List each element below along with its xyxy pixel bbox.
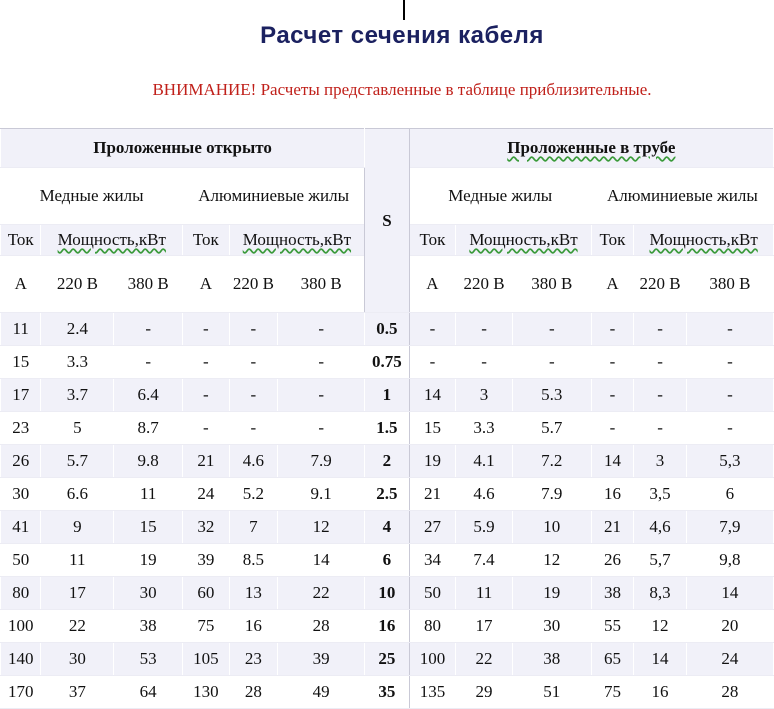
cell-power380-open-aluminum: 9.1: [278, 478, 365, 511]
table-row: [1, 511, 774, 544]
cell-current-pipe-aluminum: -: [591, 412, 633, 445]
header-220v: 220 В: [41, 256, 114, 313]
table-row: [1, 379, 774, 412]
cell-power220-pipe-aluminum: 8,3: [634, 577, 687, 610]
cell-power220-pipe-copper: 22: [456, 643, 513, 676]
cell-power380-pipe-aluminum: 9,8: [686, 544, 773, 577]
cell-power380-open-copper: -: [114, 313, 183, 346]
cell-current-pipe-copper: 34: [409, 544, 456, 577]
cell-section-s: 2.5: [365, 478, 410, 511]
cell-power380-open-copper: -: [114, 346, 183, 379]
cell-power380-pipe-aluminum: 5,3: [686, 445, 773, 478]
cell-power220-pipe-aluminum: 14: [634, 643, 687, 676]
cell-current-open-copper: 17: [1, 379, 41, 412]
table-row: [1, 412, 774, 445]
cell-power220-pipe-copper: 3.3: [456, 412, 513, 445]
cell-power380-pipe-aluminum: 7,9: [686, 511, 773, 544]
header-unit-amp: А: [183, 256, 230, 313]
cell-power220-open-aluminum: -: [229, 379, 278, 412]
cell-current-pipe-aluminum: -: [591, 346, 633, 379]
cell-current-pipe-copper: 135: [409, 676, 456, 709]
cell-current-open-copper: 41: [1, 511, 41, 544]
cell-section-s: 0.75: [365, 346, 410, 379]
table-row: [1, 445, 774, 478]
cell-power220-open-copper: 11: [41, 544, 114, 577]
table-row: [1, 478, 774, 511]
cell-power220-open-copper: 22: [41, 610, 114, 643]
cell-current-open-copper: 140: [1, 643, 41, 676]
cell-power220-open-aluminum: 28: [229, 676, 278, 709]
cell-power380-open-copper: 19: [114, 544, 183, 577]
cell-current-pipe-aluminum: 38: [591, 577, 633, 610]
table-row: [1, 346, 774, 379]
header-in-pipe: [409, 129, 773, 168]
cell-power380-open-aluminum: -: [278, 313, 365, 346]
cell-power220-open-copper: 5.7: [41, 445, 114, 478]
cell-section-s: 2: [365, 445, 410, 478]
cell-power380-pipe-copper: 7.2: [512, 445, 591, 478]
cell-power380-pipe-copper: -: [512, 346, 591, 379]
cell-power220-pipe-aluminum: 4,6: [634, 511, 687, 544]
cell-current-open-copper: 15: [1, 346, 41, 379]
cell-current-open-copper: 23: [1, 412, 41, 445]
header-row-groups: [1, 129, 774, 168]
cell-power380-open-aluminum: -: [278, 412, 365, 445]
cell-power380-pipe-aluminum: -: [686, 412, 773, 445]
cell-section-s: 1.5: [365, 412, 410, 445]
cell-power380-pipe-copper: -: [512, 313, 591, 346]
cell-power380-pipe-copper: 10: [512, 511, 591, 544]
cable-section-table: [0, 128, 774, 709]
cell-current-open-copper: 30: [1, 478, 41, 511]
cell-power220-pipe-aluminum: 3,5: [634, 478, 687, 511]
cell-current-open-aluminum: 32: [183, 511, 230, 544]
cell-current-open-copper: 26: [1, 445, 41, 478]
header-220v: 220 В: [456, 256, 513, 313]
header-unit-amp: А: [409, 256, 456, 313]
header-copper-open: Медные жилы: [1, 168, 183, 225]
cell-current-pipe-aluminum: 26: [591, 544, 633, 577]
cell-section-s: 35: [365, 676, 410, 709]
cell-power380-open-copper: 9.8: [114, 445, 183, 478]
cell-power380-open-aluminum: 14: [278, 544, 365, 577]
cell-power380-pipe-aluminum: 14: [686, 577, 773, 610]
cell-power380-open-aluminum: 39: [278, 643, 365, 676]
cell-current-pipe-copper: 100: [409, 643, 456, 676]
cell-power380-open-aluminum: -: [278, 346, 365, 379]
cell-power380-pipe-aluminum: 24: [686, 643, 773, 676]
cell-current-pipe-aluminum: 65: [591, 643, 633, 676]
cell-current-pipe-aluminum: -: [591, 379, 633, 412]
cell-power220-open-copper: 17: [41, 577, 114, 610]
cell-current-pipe-copper: 15: [409, 412, 456, 445]
cell-current-open-aluminum: -: [183, 346, 230, 379]
cell-power380-open-copper: 30: [114, 577, 183, 610]
cell-power380-pipe-aluminum: 28: [686, 676, 773, 709]
cell-power380-pipe-copper: 5.3: [512, 379, 591, 412]
cell-power220-open-copper: 37: [41, 676, 114, 709]
header-220v: 220 В: [229, 256, 278, 313]
cell-power380-open-copper: 15: [114, 511, 183, 544]
cell-power220-open-aluminum: 23: [229, 643, 278, 676]
header-unit-amp: А: [591, 256, 633, 313]
cell-power220-open-aluminum: 13: [229, 577, 278, 610]
header-power: [456, 225, 592, 256]
cell-section-s: 0.5: [365, 313, 410, 346]
cell-power220-pipe-aluminum: 12: [634, 610, 687, 643]
cell-power220-pipe-copper: -: [456, 313, 513, 346]
cell-power220-pipe-copper: 17: [456, 610, 513, 643]
header-aluminum-open: Алюминиевые жилы: [183, 168, 365, 225]
cell-power380-open-aluminum: 49: [278, 676, 365, 709]
cell-power380-pipe-aluminum: -: [686, 346, 773, 379]
cell-current-pipe-copper: 27: [409, 511, 456, 544]
header-current: Ток: [183, 225, 230, 256]
cell-power220-pipe-copper: 4.6: [456, 478, 513, 511]
cell-power220-open-copper: 5: [41, 412, 114, 445]
cell-power220-open-aluminum: 4.6: [229, 445, 278, 478]
cell-power220-open-copper: 3.3: [41, 346, 114, 379]
cell-power220-pipe-aluminum: -: [634, 412, 687, 445]
cell-power220-pipe-copper: -: [456, 346, 513, 379]
cell-power220-pipe-copper: 4.1: [456, 445, 513, 478]
header-section-s: S: [365, 129, 410, 313]
cell-current-open-aluminum: 24: [183, 478, 230, 511]
table-body: [1, 313, 774, 709]
header-power: [634, 225, 774, 256]
cell-current-open-aluminum: 130: [183, 676, 230, 709]
header-in-pipe-label: Проложенные в трубе: [507, 138, 676, 157]
cell-current-open-aluminum: -: [183, 379, 230, 412]
header-380v: 380 В: [512, 256, 591, 313]
cell-power380-open-aluminum: -: [278, 379, 365, 412]
cell-current-pipe-aluminum: -: [591, 313, 633, 346]
cell-power380-pipe-aluminum: -: [686, 379, 773, 412]
cell-power380-open-copper: 38: [114, 610, 183, 643]
cell-current-pipe-aluminum: 55: [591, 610, 633, 643]
cell-current-pipe-copper: -: [409, 313, 456, 346]
cell-power220-open-aluminum: 7: [229, 511, 278, 544]
cell-power380-pipe-aluminum: -: [686, 313, 773, 346]
cell-current-open-aluminum: -: [183, 412, 230, 445]
cell-section-s: 4: [365, 511, 410, 544]
cell-current-open-aluminum: 105: [183, 643, 230, 676]
cell-section-s: 10: [365, 577, 410, 610]
cell-current-pipe-copper: 21: [409, 478, 456, 511]
cell-power220-pipe-aluminum: -: [634, 346, 687, 379]
cell-current-pipe-aluminum: 14: [591, 445, 633, 478]
top-marker-line: [403, 0, 405, 20]
cell-current-pipe-aluminum: 16: [591, 478, 633, 511]
header-power-label: Мощность,кВт: [649, 230, 758, 249]
cell-current-pipe-copper: 50: [409, 577, 456, 610]
cell-power220-open-copper: 9: [41, 511, 114, 544]
table-row: [1, 676, 774, 709]
header-power-label: Мощность,кВт: [242, 230, 352, 249]
cell-current-pipe-aluminum: 75: [591, 676, 633, 709]
cell-power380-open-aluminum: 12: [278, 511, 365, 544]
cell-power220-open-copper: 3.7: [41, 379, 114, 412]
cell-power380-open-copper: 11: [114, 478, 183, 511]
cell-power380-pipe-copper: 30: [512, 610, 591, 643]
table-row: [1, 313, 774, 346]
cell-section-s: 25: [365, 643, 410, 676]
header-power-label: Мощность,кВт: [469, 230, 578, 249]
cell-power220-pipe-copper: 3: [456, 379, 513, 412]
cell-power380-pipe-copper: 12: [512, 544, 591, 577]
header-380v: 380 В: [278, 256, 365, 313]
cell-power380-pipe-copper: 19: [512, 577, 591, 610]
cell-power220-pipe-aluminum: 5,7: [634, 544, 687, 577]
cell-power220-open-aluminum: -: [229, 346, 278, 379]
header-open-laid: Проложенные открыто: [1, 129, 365, 168]
cell-power220-pipe-copper: 5.9: [456, 511, 513, 544]
table-row: [1, 610, 774, 643]
cell-current-open-copper: 80: [1, 577, 41, 610]
header-380v: 380 В: [686, 256, 773, 313]
cell-power380-pipe-copper: 51: [512, 676, 591, 709]
cell-power220-pipe-aluminum: 3: [634, 445, 687, 478]
cell-current-open-aluminum: 60: [183, 577, 230, 610]
cell-power380-pipe-copper: 7.9: [512, 478, 591, 511]
header-power: [229, 225, 365, 256]
cell-section-s: 1: [365, 379, 410, 412]
cell-current-open-copper: 11: [1, 313, 41, 346]
cell-power220-open-copper: 6.6: [41, 478, 114, 511]
header-copper-pipe: Медные жилы: [409, 168, 591, 225]
header-220v: 220 В: [634, 256, 687, 313]
cell-current-pipe-copper: 80: [409, 610, 456, 643]
cell-power220-open-aluminum: 5.2: [229, 478, 278, 511]
cell-section-s: 16: [365, 610, 410, 643]
cell-power380-open-copper: 64: [114, 676, 183, 709]
cell-power220-open-copper: 2.4: [41, 313, 114, 346]
cell-current-pipe-copper: 19: [409, 445, 456, 478]
header-current: Ток: [591, 225, 633, 256]
header-power-label: Мощность,кВт: [57, 230, 166, 249]
page-title: Расчет сечения кабеля: [260, 22, 544, 49]
cell-section-s: 6: [365, 544, 410, 577]
cell-power220-pipe-copper: 29: [456, 676, 513, 709]
cell-power380-pipe-aluminum: 20: [686, 610, 773, 643]
table-row: [1, 544, 774, 577]
table-row: [1, 643, 774, 676]
cell-power220-open-copper: 30: [41, 643, 114, 676]
cell-power380-pipe-aluminum: 6: [686, 478, 773, 511]
cell-current-open-copper: 170: [1, 676, 41, 709]
cell-power220-open-aluminum: 16: [229, 610, 278, 643]
cell-current-open-copper: 50: [1, 544, 41, 577]
header-aluminum-pipe: Алюминиевые жилы: [591, 168, 773, 225]
cell-power380-open-aluminum: 28: [278, 610, 365, 643]
header-unit-amp: А: [1, 256, 41, 313]
cell-power220-open-aluminum: 8.5: [229, 544, 278, 577]
cell-current-open-aluminum: 75: [183, 610, 230, 643]
cell-current-open-aluminum: 39: [183, 544, 230, 577]
cell-current-pipe-copper: -: [409, 346, 456, 379]
header-power: [41, 225, 183, 256]
cell-power220-open-aluminum: -: [229, 412, 278, 445]
cell-power380-pipe-copper: 5.7: [512, 412, 591, 445]
cell-power380-open-copper: 53: [114, 643, 183, 676]
cell-power220-pipe-copper: 7.4: [456, 544, 513, 577]
cell-power380-open-aluminum: 7.9: [278, 445, 365, 478]
cell-current-open-aluminum: 21: [183, 445, 230, 478]
header-current: Ток: [1, 225, 41, 256]
header-current: Ток: [409, 225, 456, 256]
cell-power220-pipe-aluminum: -: [634, 313, 687, 346]
table-row: [1, 577, 774, 610]
cell-power380-open-copper: 6.4: [114, 379, 183, 412]
cell-current-open-aluminum: -: [183, 313, 230, 346]
cell-power220-pipe-aluminum: 16: [634, 676, 687, 709]
cell-current-pipe-copper: 14: [409, 379, 456, 412]
cell-power380-pipe-copper: 38: [512, 643, 591, 676]
header-380v: 380 В: [114, 256, 183, 313]
warning-text: ВНИМАНИЕ! Расчеты представленные в таблице приблизительные.: [152, 80, 652, 99]
cell-power220-pipe-copper: 11: [456, 577, 513, 610]
cell-power380-open-aluminum: 22: [278, 577, 365, 610]
cell-current-pipe-aluminum: 21: [591, 511, 633, 544]
cell-power380-open-copper: 8.7: [114, 412, 183, 445]
cell-power220-pipe-aluminum: -: [634, 379, 687, 412]
cell-current-open-copper: 100: [1, 610, 41, 643]
cell-power220-open-aluminum: -: [229, 313, 278, 346]
